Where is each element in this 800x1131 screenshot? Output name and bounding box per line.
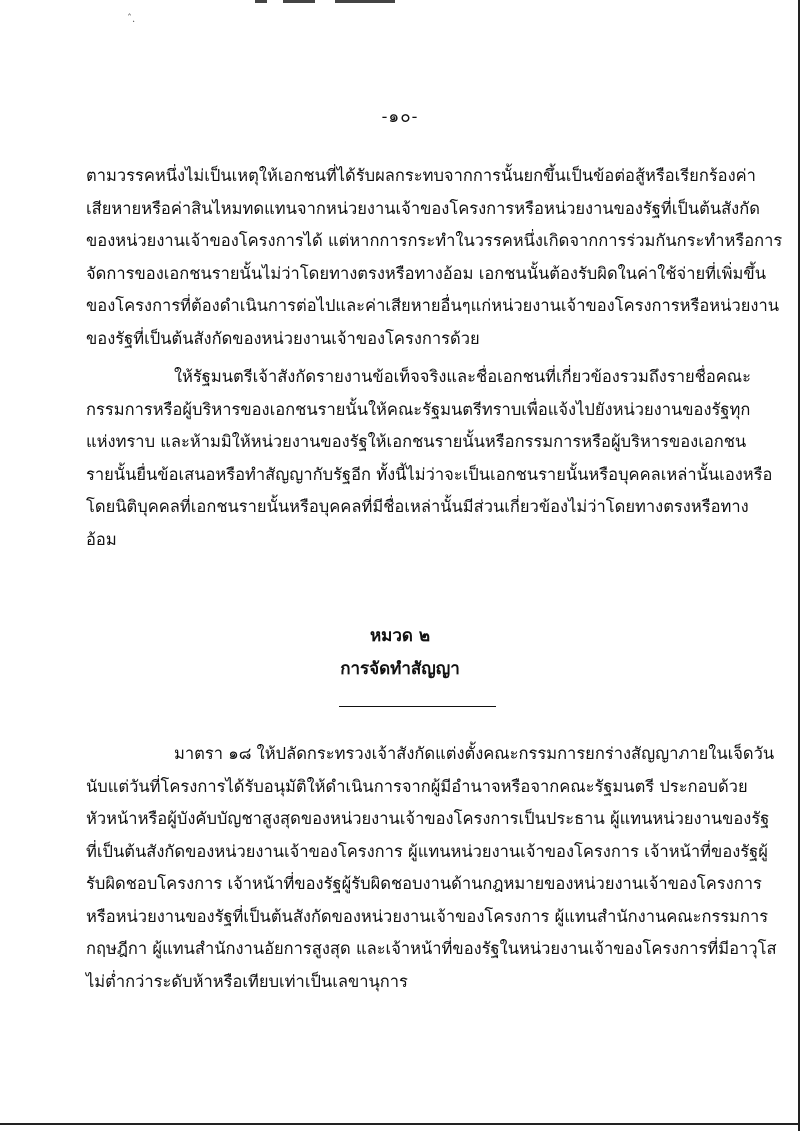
paragraph-minister-report (86, 361, 773, 556)
chapter-number: หมวด ๒ (369, 626, 431, 646)
scan-artifact-top (255, 0, 455, 3)
text-line: กฤษฎีกา ผู้แทนสำนักงานอัยการสูงสุด และเจ้าหน้าที่ของรัฐในหน่วยงานเจ้าของโครงการที่มีอาวุโส (86, 939, 777, 958)
text-line: ของรัฐที่เป็นต้นสังกัดของหน่วยงานเจ้าของโครงการด้วย (86, 328, 480, 348)
text-line: หัวหน้าหรือผู้บังคับบัญชาสูงสุดของหน่วยงานเจ้าของโครงการเป็นประธาน ผู้แทนหน่วยงานของรัฐ (86, 809, 770, 828)
text-line: ของโครงการที่ต้องดำเนินการต่อไปและค่าเสียหายอื่นๆแก่หน่วยงานเจ้าของโครงการหรือหน่วยงาน (86, 296, 779, 315)
text-line: รายนั้นยื่นข้อเสนอหรือทำสัญญากับรัฐอีก ทั้งนี้ไม่ว่าจะเป็นเอกชนรายนั้นหรือบุคคลเหล่านั้นเองหรือ (86, 464, 773, 484)
text-line: จัดการของเอกชนรายนั้นไม่ว่าโดยทางตรงหรือทางอ้อม เอกชนนั้นต้องรับผิดในค่าใช้จ่ายที่เพิ่มขึ้น (86, 263, 766, 283)
text-line: โดยนิติบุคคลที่เอกชนรายนั้นหรือบุคคลที่มีชื่อเหล่านั้นมีส่วนเกี่ยวข้องไม่ว่าโดยทางตรงหรือทาง (86, 497, 749, 516)
text-line: แห่งทราบ และห้ามมิให้หน่วยงานของรัฐให้เอกชนรายนั้นหรือกรรมการหรือผู้บริหารของเอกชน (86, 432, 747, 451)
page-number: -๑๐- (381, 107, 419, 127)
scan-artifact-bottom-edge (0, 1123, 800, 1131)
text-line: ที่เป็นต้นสังกัดของหน่วยงานเจ้าของโครงการ ผู้แทนหน่วยงานเจ้าของโครงการ เจ้าหน้าที่ของรัฐผู้ (86, 841, 768, 861)
text-line: มาตรา ๑๘ ให้ปลัดกระทรวงเจ้าสังกัดแต่งตั้งคณะกรรมการยกร่างสัญญาภายในเจ็ดวัน (174, 744, 775, 763)
text-line: เสียหายหรือค่าสินไหมทดแทนจากหน่วยงานเจ้าของโครงการหรือหน่วยงานของรัฐที่เป็นต้นสังกัด (86, 198, 760, 218)
text-line: กรรมการหรือผู้บริหารของเอกชนรายนั้นให้คณะรัฐมนตรีทราบเพื่อแจ้งไปยังหน่วยงานของรัฐทุก (86, 399, 751, 419)
text-line: ให้รัฐมนตรีเจ้าสังกัดรายงานข้อเท็จจริงและชื่อเอกชนที่เกี่ยวข้องรวมถึงรายชื่อคณะ (174, 367, 751, 386)
text-line: นับแต่วันที่โครงการได้รับอนุมัติให้ดำเนินการจากผู้มีอำนาจหรือจากคณะรัฐมนตรี ประกอบด้วย (86, 776, 748, 796)
text-line: อ้อม (86, 529, 117, 549)
paragraph-continuation (86, 160, 783, 355)
text-line: ของหน่วยงานเจ้าของโครงการได้ แต่หากการกระทำในวรรคหนึ่งเกิดจากการร่วมกันกระทำหรือการ (86, 231, 783, 250)
text-line: ไม่ต่ำกว่าระดับห้าหรือเทียบเท่าเป็นเลขานุการ (86, 971, 408, 991)
scan-speck: ˆ. (127, 14, 136, 25)
text-line: รับผิดชอบโครงการ เจ้าหน้าที่ของรัฐผู้รับผิดชอบงานด้านกฎหมายของหน่วยงานเจ้าของโครงการ (86, 874, 762, 893)
chapter-title: การจัดทำสัญญา (340, 659, 460, 679)
divider-line (339, 706, 496, 707)
text-line: ตามวรรคหนึ่งไม่เป็นเหตุให้เอกชนที่ได้รับผลกระทบจากการนั้นยกขึ้นเป็นข้อต่อสู้หรือเรียกร้องค่า (86, 166, 756, 185)
text-line: หรือหน่วยงานของรัฐที่เป็นต้นสังกัดของหน่วยงานเจ้าของโครงการ ผู้แทนสำนักงานคณะกรรมการ (86, 906, 769, 926)
paragraph-section-18 (86, 738, 777, 998)
